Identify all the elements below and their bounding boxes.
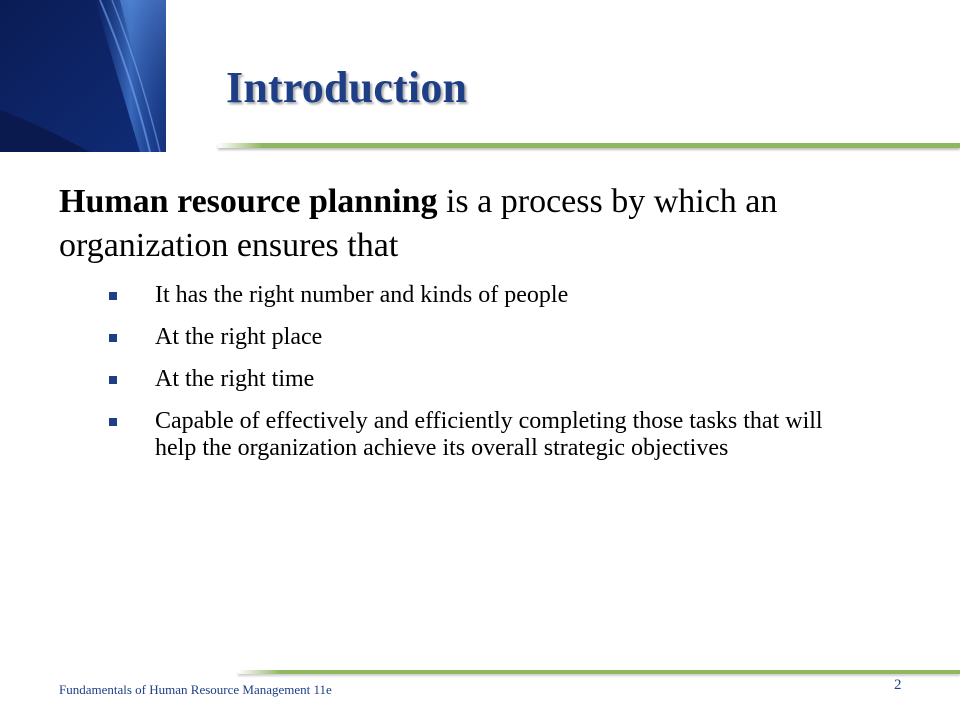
bullet-item xyxy=(106,366,866,393)
lead-text: is a process by which an organization ensures that xyxy=(59,183,778,264)
bullet-item xyxy=(106,282,866,309)
bullet-text: At the right time xyxy=(155,366,315,392)
bullet-list xyxy=(106,282,866,477)
bullet-text: Capable of effectively and efficiently completing those tasks that will help the organization achieve its overall strategic objectives xyxy=(155,408,823,461)
square-bullet-icon xyxy=(109,376,117,384)
lead-paragraph xyxy=(59,180,839,268)
bullet-item xyxy=(106,324,866,351)
square-bullet-icon xyxy=(109,292,117,300)
lead-bold-term: Human resource planning xyxy=(59,183,438,220)
footer-divider xyxy=(238,670,960,674)
footer-text: Fundamentals of Human Resource Management 11e xyxy=(59,682,332,697)
title-divider xyxy=(218,143,960,148)
square-bullet-icon xyxy=(109,334,117,342)
slide-title: Introduction xyxy=(226,63,468,112)
bullet-text: It has the right number and kinds of people xyxy=(155,282,569,308)
bullet-item xyxy=(106,408,866,462)
square-bullet-icon xyxy=(109,418,117,426)
bullet-text: At the right place xyxy=(155,324,323,350)
page-number: 2 xyxy=(894,677,902,693)
corner-decoration xyxy=(0,0,166,152)
